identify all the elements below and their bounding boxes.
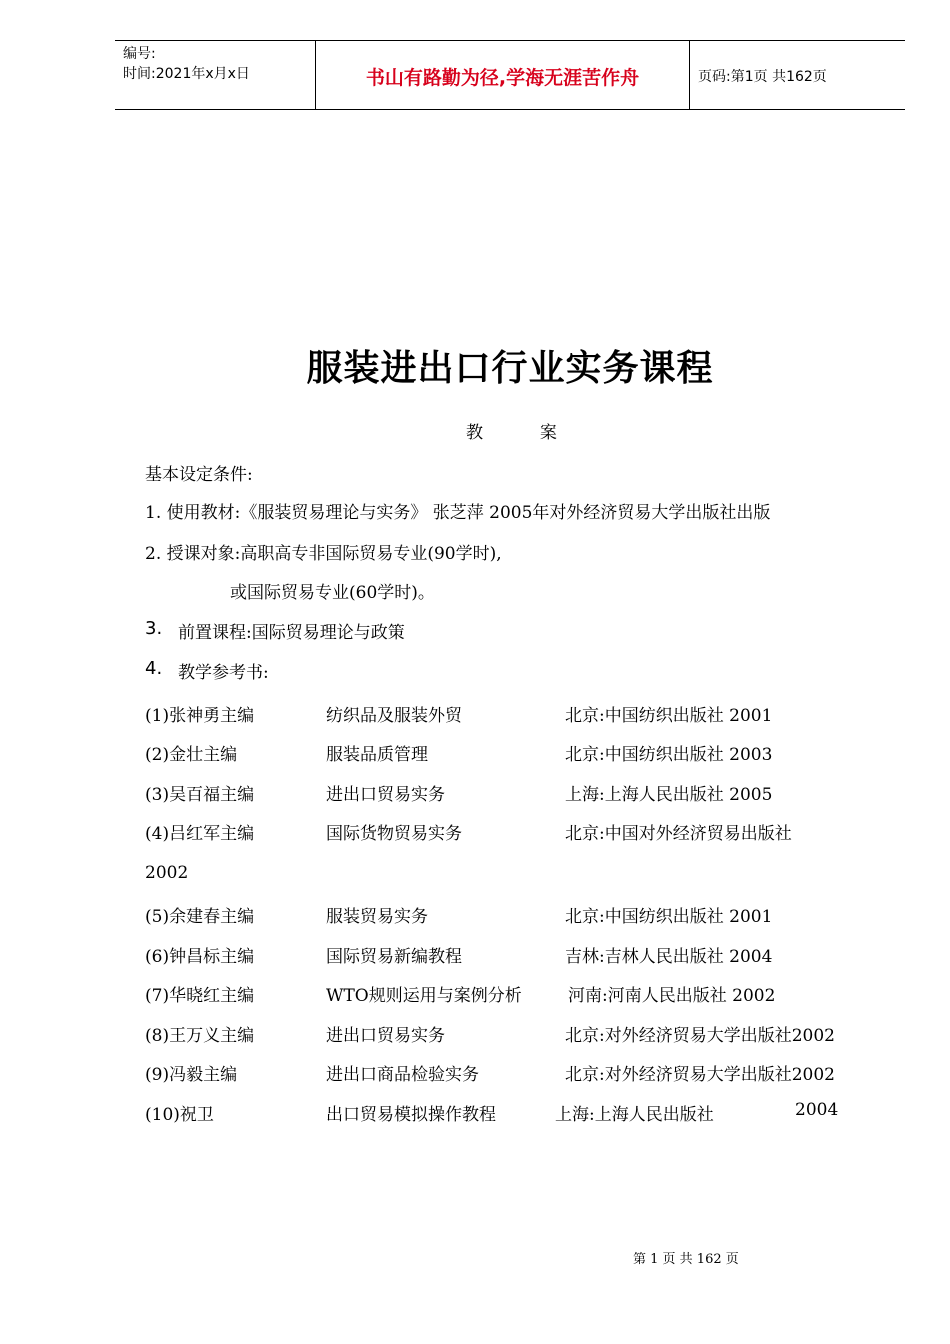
page-header (115, 40, 905, 110)
book-year: 2004 (795, 1100, 839, 1120)
document-title: 服装进出口行业实务课程 (306, 348, 714, 389)
document-subtitle (466, 418, 557, 443)
item-1: 1. 使用教材:《服装贸易理论与实务》 张芝萍 2005年对外经济贸易大学出版社出版 (145, 503, 771, 523)
book-publisher: 河南:河南人民出版社 2002 (568, 986, 776, 1006)
subtitle-char-1: 教 (466, 423, 483, 443)
item-2: 2. 授课对象:高职高专非国际贸易专业(90学时), (145, 544, 502, 564)
book-title: 进出口贸易实务 (326, 1026, 445, 1046)
book-author: (8)王万义主编 (145, 1026, 255, 1046)
book-author: (1)张神勇主编 (145, 706, 255, 726)
book-publisher: 北京:对外经济贸易大学出版社2002 (565, 1065, 835, 1085)
book-publisher: 上海:上海人民出版社 (555, 1105, 714, 1125)
item-2-continued: 或国际贸易专业(60学时)。 (230, 583, 435, 603)
book-author: (10)祝卫 (145, 1105, 214, 1125)
intro-text: 基本设定条件: (145, 465, 253, 485)
book-title: 服装品质管理 (326, 745, 428, 765)
book-title: 国际货物贸易实务 (326, 824, 462, 844)
book-author: (4)吕红军主编 (145, 824, 255, 844)
book-publisher: 北京:中国纺织出版社 2003 (565, 745, 773, 765)
header-page-cell (690, 41, 905, 109)
book-publisher: 吉林:吉林人民出版社 2004 (565, 947, 773, 967)
book-author: (9)冯毅主编 (145, 1065, 238, 1085)
book-title: 服装贸易实务 (326, 907, 428, 927)
book-title: 进出口商品检验实务 (326, 1065, 479, 1085)
book-title: 国际贸易新编教程 (326, 947, 462, 967)
book-year: 2002 (145, 863, 189, 883)
book-author: (6)钟昌标主编 (145, 947, 255, 967)
book-author: (7)华晓红主编 (145, 986, 255, 1006)
header-motto-cell (316, 41, 690, 109)
book-publisher: 北京:中国纺织出版社 2001 (565, 907, 773, 927)
item-3-number: 3. (145, 618, 163, 639)
book-publisher: 上海:上海人民出版社 2005 (565, 785, 773, 805)
code-label: 编号: (123, 46, 156, 62)
book-title: 进出口贸易实务 (326, 785, 445, 805)
book-author: (3)吴百福主编 (145, 785, 255, 805)
book-author: (2)金壮主编 (145, 745, 238, 765)
page-footer: 第 1 页 共 162 页 (633, 1252, 739, 1267)
book-publisher: 北京:对外经济贸易大学出版社2002 (565, 1026, 835, 1046)
subtitle-char-2: 案 (539, 423, 557, 443)
book-author: (5)余建春主编 (145, 907, 255, 927)
motto: 书山有路勤为径,学海无涯苦作舟 (365, 67, 640, 89)
book-title: WTO规则运用与案例分析 (326, 986, 522, 1006)
item-4: 教学参考书: (178, 663, 269, 683)
book-publisher: 北京:中国对外经济贸易出版社 (565, 824, 792, 844)
book-publisher: 北京:中国纺织出版社 2001 (565, 706, 773, 726)
page-info: 页码:第1页 共162页 (698, 69, 827, 85)
header-meta-cell (115, 41, 316, 109)
book-title: 出口贸易模拟操作教程 (326, 1105, 496, 1125)
book-title: 纺织品及服装外贸 (326, 706, 462, 726)
time-label: 时间:2021年x月x日 (123, 66, 250, 82)
item-4-number: 4. (145, 658, 163, 679)
item-3: 前置课程:国际贸易理论与政策 (178, 623, 405, 643)
